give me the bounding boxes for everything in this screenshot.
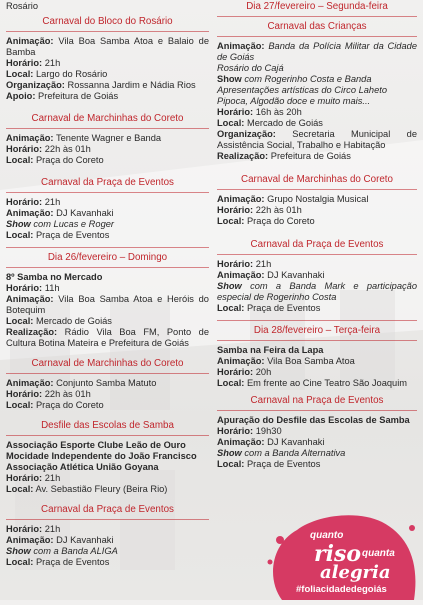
value: DJ Kavanhaki [267, 437, 325, 447]
value: Vila Boa Samba Atoa e Balaio de Bamba [6, 36, 209, 57]
label: Local: [6, 484, 34, 494]
day-heading: Dia 27/fevereiro – Segunda-feira [246, 1, 388, 12]
label: Local: [217, 459, 245, 469]
label: Animação: [6, 294, 54, 304]
value: Praça de Eventos [246, 459, 321, 469]
school-name: Associação Atlética União Goyana [6, 462, 159, 472]
label: Animação: [6, 208, 54, 218]
label: Local: [6, 316, 34, 326]
label: Animação: [217, 356, 265, 366]
label: Realização: [6, 327, 58, 337]
value: Largo do Rosário [35, 69, 108, 79]
value: Rossanna Jardim e Nádia Rios [67, 80, 196, 90]
value: Praça do Coreto [35, 155, 104, 165]
value: 11h [44, 283, 60, 293]
label: Show [217, 448, 242, 458]
value: com a Banda ALIGA [33, 546, 118, 556]
value: Praça de Eventos [246, 303, 321, 313]
section-title: Carnaval na Praça de Eventos [250, 395, 384, 406]
divider [6, 435, 209, 436]
label: Local: [6, 230, 34, 240]
section-title: Carnaval de Marchinhas do Coreto [241, 174, 393, 185]
divider [217, 254, 417, 255]
campaign-logo [262, 500, 420, 600]
label: Organização: [6, 80, 65, 90]
divider [217, 410, 417, 411]
value: Mercado de Goiás [246, 118, 323, 128]
label: Realização: [217, 151, 269, 161]
value: 16h às 20h [255, 107, 302, 117]
value: com Lucas e Roger [33, 219, 115, 229]
label: Horário: [6, 524, 43, 534]
divider [217, 16, 417, 17]
label: Local: [217, 378, 245, 388]
section-title: Carnaval da Praça de Eventos [41, 504, 174, 515]
label: Local: [6, 557, 34, 567]
label: Apoio: [6, 91, 36, 101]
event-title: Apuração do Desfile das Escolas de Samba [217, 415, 410, 425]
value: 21h [44, 524, 61, 534]
value: Banda da Polícia Militar da Cidade de Goiás [217, 41, 417, 62]
divider [217, 340, 417, 341]
value: 21h [44, 473, 61, 483]
section-title: Carnaval de Marchinhas do Coreto [31, 113, 184, 124]
value: Praça do Coreto [246, 216, 315, 226]
day-heading: Dia 28/fevereiro – Terça-feira [253, 325, 381, 336]
value: 22h às 01h [44, 144, 91, 154]
day-heading: Dia 26/fevereiro – Domingo [47, 252, 168, 263]
school-name: Associação Esporte Clube Leão de Ouro [6, 440, 186, 450]
value: Conjunto Samba Matuto [56, 378, 157, 388]
label: Horário: [217, 107, 254, 117]
section-title: Carnaval do Bloco do Rosário [42, 16, 173, 27]
label: Local: [6, 400, 34, 410]
label: Show [6, 546, 31, 556]
label: Animação: [6, 535, 54, 545]
value: Vila Boa Samba Atoa [267, 356, 355, 366]
value: com Rogerinho Costa e Banda [244, 74, 372, 84]
event-title: 8º Samba no Mercado [6, 272, 103, 282]
value: Praça de Eventos [35, 230, 110, 240]
label: Horário: [217, 367, 254, 377]
label: Horário: [6, 283, 43, 293]
event-title: Samba na Feira da Lapa [217, 345, 324, 355]
divider [6, 519, 209, 520]
label: Horário: [217, 205, 254, 215]
value: DJ Kavanhaki [56, 208, 114, 218]
value: 21h [255, 259, 272, 269]
right-column [217, 0, 417, 470]
label: Horário: [6, 473, 43, 483]
value: com a Banda Alternativa [244, 448, 346, 458]
section-title: Carnaval da Praça de Eventos [250, 239, 384, 250]
divider [6, 267, 209, 268]
value: Grupo Nostalgia Musical [267, 194, 369, 204]
label: Animação: [6, 378, 54, 388]
value: DJ Kavanhaki [56, 535, 114, 545]
logo-word: quanto [310, 530, 344, 541]
label: Local: [6, 69, 34, 79]
divider [217, 320, 417, 321]
divider [217, 189, 417, 190]
label: Horário: [6, 144, 43, 154]
label: Horário: [217, 259, 254, 269]
value: Rosário do Cajá [217, 63, 284, 73]
value: Av. Sebastião Fleury (Beira Rio) [35, 484, 168, 494]
value: Em frente ao Cine Teatro São Joaquim [246, 378, 408, 388]
value: 22h às 01h [44, 389, 91, 399]
value: Praça do Coreto [35, 400, 104, 410]
divider [6, 31, 209, 32]
label: Animação: [217, 194, 265, 204]
value: Prefeitura de Goiás [38, 91, 119, 101]
divider [6, 247, 209, 248]
label: Horário: [6, 389, 43, 399]
header-text: Rosário [6, 1, 39, 11]
value: DJ Kavanhaki [267, 270, 325, 280]
value: com a Banda Mark e participação especial de Rogerinho Costa [217, 281, 417, 302]
logo-word: quanta [362, 548, 395, 559]
section-title: Carnaval das Crianças [267, 21, 367, 32]
label: Animação: [6, 36, 54, 46]
label: Local: [6, 155, 34, 165]
divider [217, 36, 417, 37]
divider [6, 373, 209, 374]
school-name: Mocidade Independente do João Francisco [6, 451, 197, 461]
logo-word: riso [314, 541, 362, 567]
label: Show [217, 281, 242, 291]
label: Show [217, 74, 242, 84]
value: Apresentações artísticas do Circo Laheto [217, 85, 388, 95]
value: 20h [255, 367, 272, 377]
label: Animação: [217, 270, 265, 280]
divider [6, 128, 209, 129]
label: Animação: [217, 437, 265, 447]
label: Horário: [6, 58, 43, 68]
value: Pipoca, Algodão doce e muito mais... [217, 96, 371, 106]
section-title: Carnaval da Praça de Eventos [41, 177, 174, 188]
value: Tenente Wagner e Banda [55, 133, 162, 143]
value: Praça de Eventos [35, 557, 110, 567]
value: 19h30 [255, 426, 282, 436]
hashtag: #foliacidadedegoiás [296, 584, 387, 595]
value: Rádio Vila Boa FM, Ponto de Cultura Botina Mateira e Prefeitura de Goiás [6, 327, 209, 348]
left-column [6, 0, 209, 568]
label: Horário: [217, 426, 254, 436]
value: 21h [44, 197, 61, 207]
label: Local: [217, 303, 245, 313]
value: Mercado de Goiás [35, 316, 112, 326]
value: Secretaria Municipal de Assistência Social, Trabalho e Habitação [217, 129, 417, 150]
value: Prefeitura de Goiás [270, 151, 351, 161]
label: Horário: [6, 197, 43, 207]
value: Vila Boa Samba Atoa e Heróis do Botequim [6, 294, 209, 315]
label: Animação: [217, 41, 265, 51]
label: Local: [217, 118, 245, 128]
divider [6, 192, 209, 193]
label: Organização: [217, 129, 276, 139]
logo-word: alegria [320, 562, 391, 583]
label: Show [6, 219, 31, 229]
label: Local: [217, 216, 245, 226]
section-title: Carnaval de Marchinhas do Coreto [31, 358, 184, 369]
label: Animação: [6, 133, 54, 143]
section-title: Desfile das Escolas de Samba [41, 420, 174, 431]
value: 22h às 01h [255, 205, 302, 215]
value: 21h [44, 58, 61, 68]
